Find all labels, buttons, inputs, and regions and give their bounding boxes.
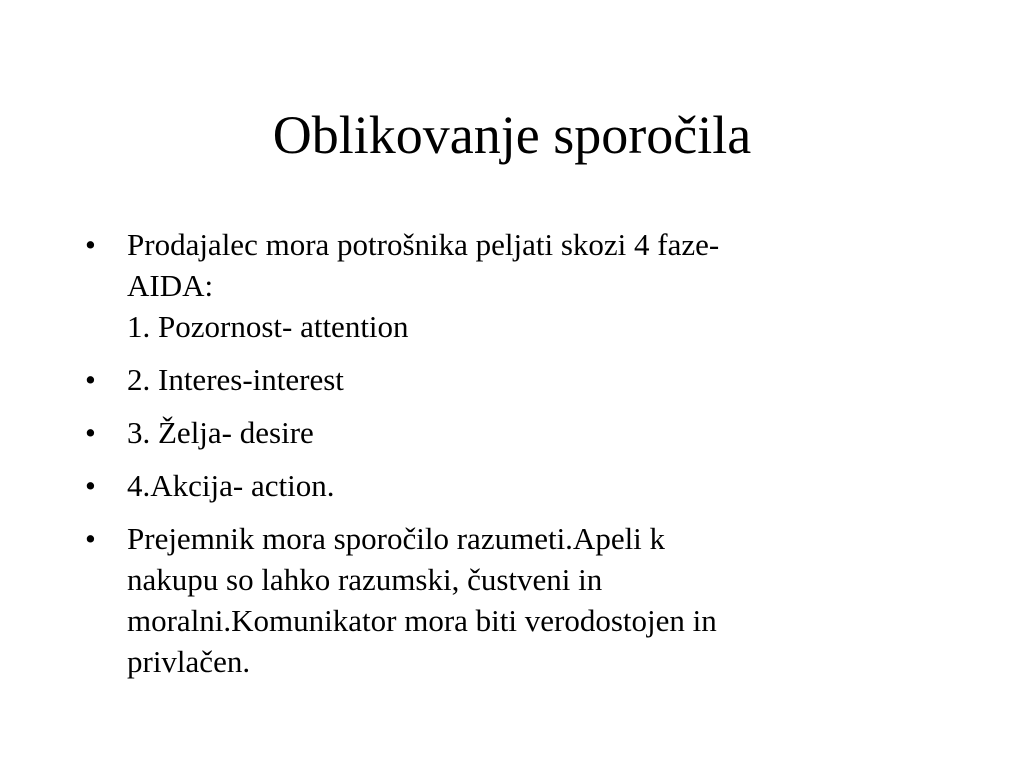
bullet-line: Prodajalec mora potrošnika peljati skozi 4 faze- [127,227,720,262]
bullet-marker: • [85,521,96,556]
bullet-item-1 [85,224,905,347]
bullet-marker: • [85,227,96,262]
bullet-item-5 [85,518,905,682]
bullet-line: moralni.Komunikator mora biti verodostojen in [127,603,717,638]
bullet-item-2 [85,359,905,400]
bullet-line: Prejemnik mora sporočilo razumeti.Apeli k [127,521,666,556]
bullet-marker: • [85,415,96,450]
bullet-line: 3. Želja- desire [127,415,314,450]
bullet-line: 2. Interes-interest [127,362,344,397]
bullet-line: 4.Akcija- action. [127,468,335,503]
bullet-item-4 [85,465,905,506]
bullet-text [127,465,905,506]
bullet-marker: • [85,362,96,397]
bullet-text [127,518,905,682]
bullet-text [127,359,905,400]
bullet-marker: • [85,468,96,503]
slide-title: Oblikovanje sporočila [272,105,752,165]
bullet-line: AIDA: [127,268,214,303]
bullet-line: privlačen. [127,644,251,679]
bullet-line: 1. Pozornost- attention [127,309,409,344]
bullet-item-3 [85,412,905,453]
bullet-list [85,224,905,694]
bullet-line: nakupu so lahko razumski, čustveni in [127,562,603,597]
bullet-text [127,224,905,347]
bullet-text [127,412,905,453]
